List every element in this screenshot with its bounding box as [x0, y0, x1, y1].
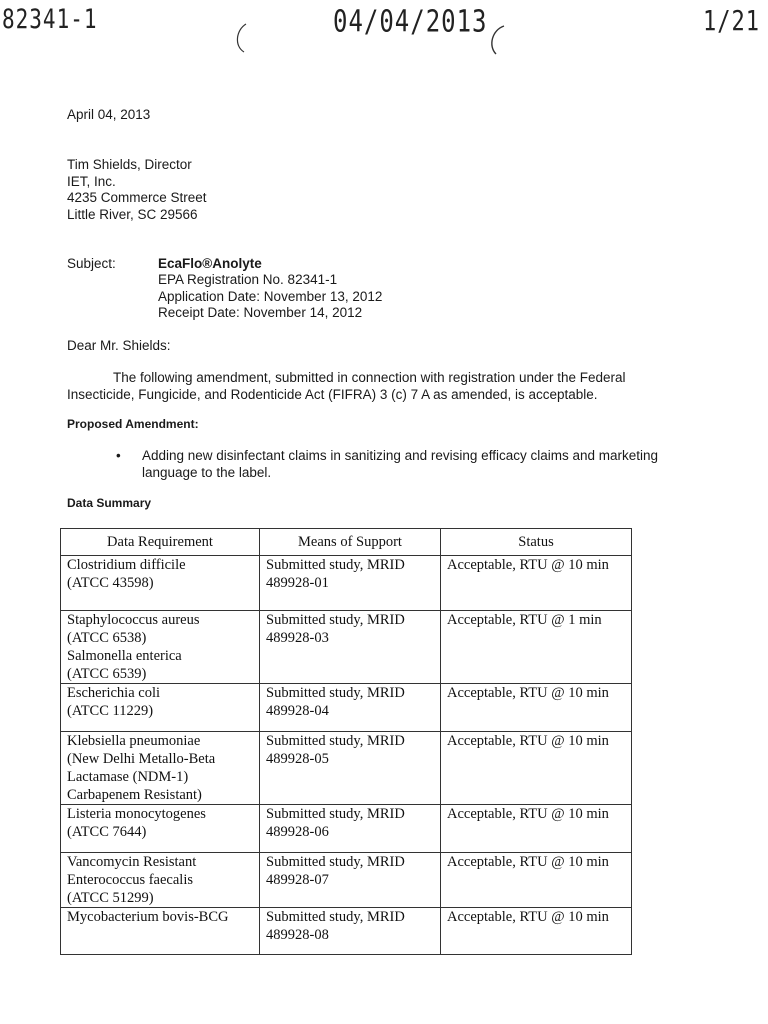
cell-support [260, 732, 441, 805]
amendment-bullet-item [116, 448, 696, 481]
requirement-line: Enterococcus faecalis [67, 872, 193, 888]
table-row [61, 556, 632, 611]
handwritten-bracket-left [230, 20, 252, 56]
requirement-line: Klebsiella pneumoniae [67, 733, 201, 749]
cell-status: Acceptable, RTU @ 10 min [441, 805, 632, 853]
support-line: Submitted study, MRID [266, 806, 405, 822]
table-row [61, 853, 632, 908]
header-data-requirement: Data Requirement [61, 529, 260, 556]
amendment-bullet-line-2: language to the label. [142, 464, 272, 480]
requirement-line: (ATCC 11229) [67, 703, 154, 719]
requirement-line: (ATCC 43598) [67, 575, 154, 591]
cell-support [260, 908, 441, 955]
requirement-line: Carbapenem Resistant) [67, 787, 202, 803]
letter-date: April 04, 2013 [67, 107, 151, 122]
salutation: Dear Mr. Shields: [67, 338, 171, 353]
table-header-row [61, 529, 632, 556]
body-paragraph-line-1: The following amendment, submitted in connection with registration under the Federal [113, 370, 626, 385]
subject-product-name: EcaFlo®Anolyte [158, 256, 262, 271]
cell-support [260, 684, 441, 732]
cell-requirement [61, 684, 260, 732]
header-means-of-support: Means of Support [260, 529, 441, 556]
subject-receipt-date: Receipt Date: November 14, 2012 [158, 305, 363, 320]
handwritten-registration-number: 82341-1 [2, 4, 98, 34]
data-summary-heading: Data Summary [67, 496, 152, 510]
cell-requirement [61, 556, 260, 611]
data-summary-table [60, 528, 632, 955]
body-paragraph [67, 370, 707, 403]
address-line-3: 4235 Commerce Street [67, 190, 207, 205]
address-line-4: Little River, SC 29566 [67, 207, 198, 222]
cell-status: Acceptable, RTU @ 10 min [441, 853, 632, 908]
support-line: Submitted study, MRID [266, 733, 405, 749]
cell-status: Acceptable, RTU @ 1 min [441, 611, 632, 684]
cell-requirement [61, 805, 260, 853]
cell-support [260, 611, 441, 684]
cell-status: Acceptable, RTU @ 10 min [441, 684, 632, 732]
cell-status: Acceptable, RTU @ 10 min [441, 556, 632, 611]
subject-label: Subject: [67, 256, 116, 271]
cell-status: Acceptable, RTU @ 10 min [441, 732, 632, 805]
amendment-bullet-line-1: Adding new disinfectant claims in sanitizing and revising efficacy claims and marketing [142, 448, 659, 463]
requirement-line: Lactamase (NDM-1) [67, 769, 189, 785]
support-line: 489928-03 [266, 630, 329, 646]
subject-application-date: Application Date: November 13, 2012 [158, 289, 383, 304]
requirement-line: Vancomycin Resistant [67, 854, 197, 870]
requirement-line: Salmonella enterica [67, 648, 182, 664]
support-line: 489928-04 [266, 703, 329, 719]
requirement-line: (ATCC 6539) [67, 666, 147, 682]
cell-requirement [61, 908, 260, 955]
subject-registration-number: EPA Registration No. 82341-1 [158, 272, 338, 287]
cell-support [260, 556, 441, 611]
requirement-line: (New Delhi Metallo-Beta [67, 751, 216, 767]
cell-support [260, 853, 441, 908]
cell-requirement [61, 611, 260, 684]
support-line: 489928-08 [266, 927, 329, 943]
cell-support [260, 805, 441, 853]
table-row [61, 908, 632, 955]
table-row [61, 611, 632, 684]
table-row [61, 805, 632, 853]
handwritten-bracket-right [484, 22, 510, 58]
cell-status: Acceptable, RTU @ 10 min [441, 908, 632, 955]
requirement-line: Clostridium difficile [67, 557, 186, 573]
handwritten-date: 04/04/2013 [333, 4, 488, 39]
requirement-line: (ATCC 51299) [67, 890, 154, 906]
requirement-line: Staphylococcus aureus [67, 612, 200, 628]
requirement-line: Escherichia coli [67, 685, 160, 701]
support-line: 489928-07 [266, 872, 329, 888]
requirement-line: Listeria monocytogenes [67, 806, 206, 822]
cell-requirement [61, 853, 260, 908]
bullet-icon: • [116, 448, 121, 463]
requirement-line: (ATCC 6538) [67, 630, 147, 646]
handwritten-page-number: 1/21 [703, 6, 760, 38]
requirement-line: (ATCC 7644) [67, 824, 147, 840]
proposed-amendment-heading: Proposed Amendment: [67, 417, 199, 431]
support-line: Submitted study, MRID [266, 909, 405, 925]
header-status: Status [441, 529, 632, 556]
support-line: 489928-01 [266, 575, 329, 591]
body-paragraph-line-2: Insecticide, Fungicide, and Rodenticide Act (FIFRA) 3 (c) 7 A as amended, is acceptable. [67, 386, 598, 402]
table-row [61, 732, 632, 805]
support-line: 489928-05 [266, 751, 329, 767]
requirement-line: Mycobacterium bovis-BCG [67, 909, 229, 925]
support-line: Submitted study, MRID [266, 557, 405, 573]
support-line: 489928-06 [266, 824, 329, 840]
support-line: Submitted study, MRID [266, 612, 405, 628]
support-line: Submitted study, MRID [266, 854, 405, 870]
support-line: Submitted study, MRID [266, 685, 405, 701]
address-line-1: Tim Shields, Director [67, 157, 192, 172]
table-row [61, 684, 632, 732]
address-line-2: IET, Inc. [67, 174, 116, 189]
cell-requirement [61, 732, 260, 805]
